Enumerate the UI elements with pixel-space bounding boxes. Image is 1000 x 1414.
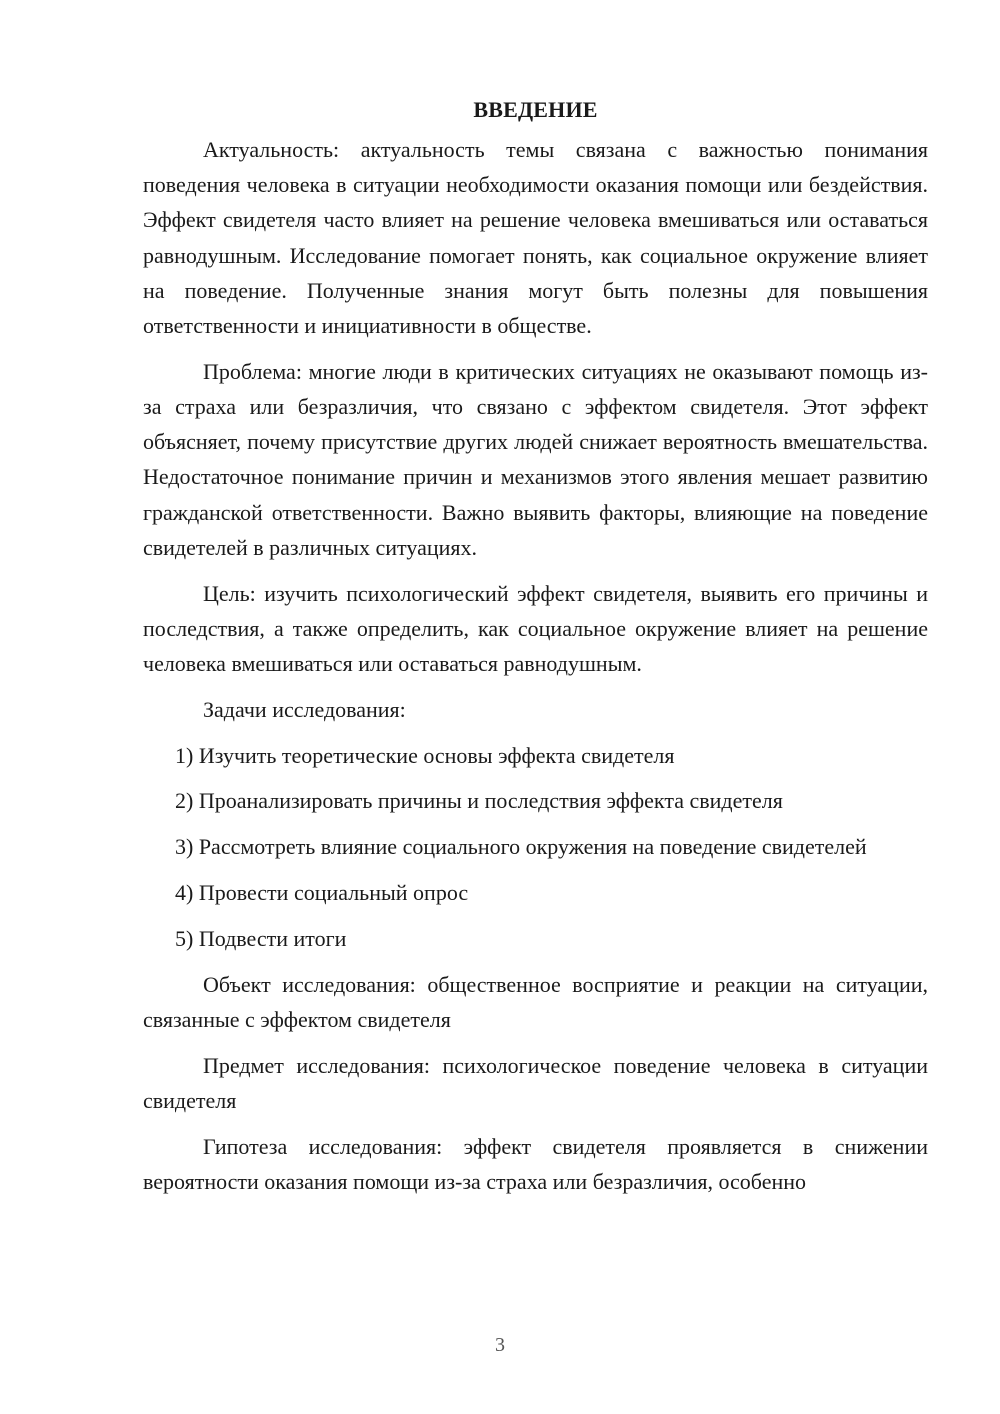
subject-paragraph: Предмет исследования: психологическое поведение человека в ситуации свидетеля: [143, 1052, 928, 1113]
task-item: 5) Подвести итоги: [175, 925, 347, 951]
tasks-heading: Задачи исследования:: [203, 696, 406, 722]
task-item: 2) Проанализировать причины и последствия эффекта свидетеля: [175, 788, 783, 814]
problem-paragraph: Проблема: многие люди в критических ситуациях не оказывают помощь из-за страха или безразличия, что связано с эффектом свидетеля. Этот эффект объясняет, почему присутствие других людей снижает вероятность вмешательства. Недостаточное понимание причин и механизмов этого явления мешает развитию гражданской ответственности. Важно выявить факторы, влияющие на поведение свидетелей в различных ситуациях.: [143, 358, 928, 560]
hypothesis-paragraph: Гипотеза исследования: эффект свидетеля проявляется в снижении вероятности оказания помощи из-за страха или безразличия, особенно: [143, 1133, 928, 1194]
relevance-paragraph: Актуальность: актуальность темы связана с важностью понимания поведения человека в ситуации необходимости оказания помощи или бездействия. Эффект свидетеля часто влияет на решение человека вмешиваться или оставаться равнодушным. Исследование помогает понять, как социальное окружение влияет на поведение. Полученные знания могут быть полезны для повышения ответственности и инициативности в обществе.: [143, 137, 928, 339]
page-title: ВВЕДЕНИЕ: [473, 97, 598, 122]
object-paragraph: Объект исследования: общественное восприятие и реакции на ситуации, связанные с эффектом свидетеля: [143, 971, 928, 1032]
document-page: [143, 92, 928, 1210]
goal-paragraph: Цель: изучить психологический эффект свидетеля, выявить его причины и последствия, а также определить, как социальное окружение влияет на решение человека вмешиваться или оставаться равнодушным.: [143, 580, 928, 677]
task-item: 3) Рассмотреть влияние социального окружения на поведение свидетелей: [175, 834, 867, 860]
page-number: 3: [495, 1334, 505, 1356]
task-item: 4) Провести социальный опрос: [175, 880, 469, 906]
task-item: 1) Изучить теоретические основы эффекта свидетеля: [175, 742, 675, 768]
